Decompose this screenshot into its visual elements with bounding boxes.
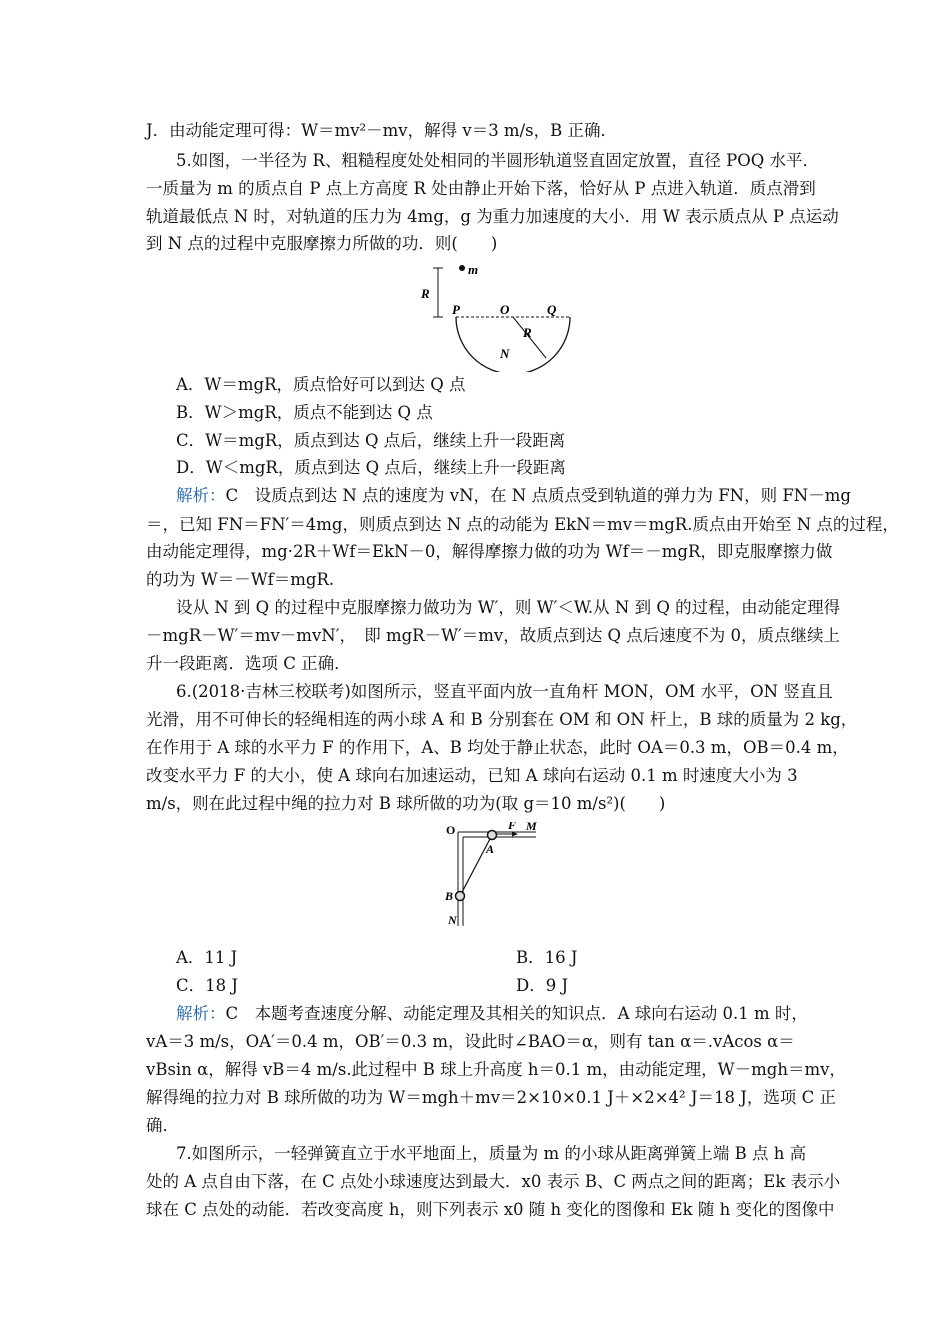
label-R-radius: R [523, 325, 532, 340]
analysis-5 [176, 483, 851, 509]
figure-right-angle-rod [440, 822, 550, 932]
label-O: O [500, 302, 510, 317]
label-F: F [508, 822, 517, 832]
text-line: 球在 C 点处的动能．若改变高度 h，则下列表示 x0 随 h 变化的图像和 Ek 随 h 变化的图像中 [146, 1200, 835, 1219]
text-line: 在作用于 A 球的水平力 F 的作用下，A、B 均处于静止状态，此时 OA＝0.3 m，OB＝0.4 m， [146, 738, 849, 757]
mass-point [459, 265, 465, 271]
option-a: A．W＝mgR，质点恰好可以到达 Q 点 [176, 375, 466, 394]
label-P: P [452, 302, 460, 317]
label-Q: Q [547, 302, 557, 317]
text-line: 的功为 W＝－Wf＝mgR. [146, 570, 335, 589]
text-line: 轨道最低点 N 时，对轨道的压力为 4mg，g 为重力加速度的大小．用 W 表示质点从 P 点运动 [146, 207, 839, 226]
text-line: 一质量为 m 的质点自 P 点上方高度 R 处由静止开始下落，恰好从 P 点进入轨道．质点滑到 [146, 179, 816, 198]
label-O: O [446, 823, 456, 837]
figure-semicircle-track [420, 262, 590, 372]
text-line: 设从 N 到 Q 的过程中克服摩擦力做功为 W′，则 W′＜W.从 N 到 Q 的过程，由动能定理得 [176, 598, 841, 617]
label-R-height: R [421, 286, 430, 301]
text-line: vBsin α，解得 vB＝4 m/s.此过程中 B 球上升高度 h＝0.1 m，由动能定理，W－mgh＝mv， [146, 1060, 846, 1079]
label-m: m [468, 262, 479, 277]
text-line: －mgR－W′＝mv－mvN′， 即 mgR－W′＝mv，故质点到达 Q 点后速度不为 0，质点继续上 [146, 626, 841, 645]
analysis-6 [176, 1001, 810, 1027]
option-b: B．16 J [516, 948, 578, 967]
text-line: ＝，已知 FN＝FN′＝4mg，则质点到达 N 点的动能为 EkN＝mv＝mgR.质点由开始至 N 点的过程， [146, 515, 899, 534]
option-a: A．11 J [176, 948, 238, 967]
label-N: N [448, 913, 457, 927]
text-line: 确． [146, 1116, 179, 1135]
text-line: 光滑，用不可伸长的轻绳相连的两小球 A 和 B 分别套在 OM 和 ON 杆上，B 球的质量为 2 kg， [146, 710, 858, 729]
text-line: 解得绳的拉力对 B 球所做的功为 W＝mgh＋mv＝2×10×0.1 J＋×2×4² J＝18 J，选项 C 正 [146, 1088, 836, 1107]
question-5-stem: 5.如图，一半径为 R、粗糙程度处处相同的半圆形轨道竖直固定放置，直径 POQ 水平． [176, 151, 820, 170]
question-7-stem: 7.如图所示，一轻弹簧直立于水平地面上，质量为 m 的小球从距离弹簧上端 B 点 h 高 [176, 1144, 807, 1163]
label-M: M [526, 822, 537, 833]
option-c: C．W＝mgR，质点到达 Q 点后，继续上升一段距离 [176, 431, 566, 450]
analysis-label: 解析： [176, 486, 226, 505]
text-line: J．由动能定理可得：W＝mv²－mv，解得 v＝3 m/s，B 正确． [146, 121, 617, 140]
text-line: 到 N 点的过程中克服摩擦力所做的功．则( ) [146, 234, 498, 253]
analysis-text: C 设质点到达 N 点的速度为 vN，在 N 点质点受到轨道的弹力为 FN，则 FN－mg [225, 486, 851, 505]
label-A: A [486, 842, 495, 856]
option-d: D．9 J [516, 976, 569, 995]
analysis-label: 解析： [176, 1004, 226, 1023]
ball-B [456, 892, 465, 901]
option-d: D．W＜mgR，质点到达 Q 点后，继续上升一段距离 [176, 458, 566, 477]
question-6-stem: 6.(2018·吉林三校联考)如图所示，竖直平面内放一直角杆 MON，OM 水平，ON 竖直且 [176, 682, 833, 701]
analysis-text: C 本题考查速度分解、动能定理及其相关的知识点．A 球向右运动 0.1 m 时， [225, 1004, 808, 1023]
option-b: B．W＞mgR，质点不能到达 Q 点 [176, 403, 433, 422]
text-line: 改变水平力 F 的大小，使 A 球向右加速运动，已知 A 球向右运动 0.1 m 时速度大小为 3 [146, 766, 798, 785]
text-line: 处的 A 点自由下落，在 C 点处小球速度达到最大．x0 表示 B、C 两点之间的距离；Ek 表示小 [146, 1172, 841, 1191]
text-line: vA＝3 m/s，OA′＝0.4 m，OB′＝0.3 m，设此时∠BAO＝α，则有 tan α＝.vAcos α＝ [146, 1032, 795, 1051]
label-N: N [500, 346, 510, 361]
text-line: 升一段距离．选项 C 正确． [146, 654, 351, 673]
semicircle-arc [456, 317, 570, 372]
text-line: 由动能定理得，mg·2R＋Wf＝EkN－0，解得摩擦力做的功为 Wf＝－mgR，即克服摩擦力做 [146, 542, 833, 561]
text-line: m/s，则在此过程中绳的拉力对 B 球所做的功为(取 g＝10 m/s²)( ) [146, 794, 666, 813]
ball-A [488, 831, 497, 840]
label-B: B [445, 889, 454, 903]
option-c: C．18 J [176, 976, 238, 995]
